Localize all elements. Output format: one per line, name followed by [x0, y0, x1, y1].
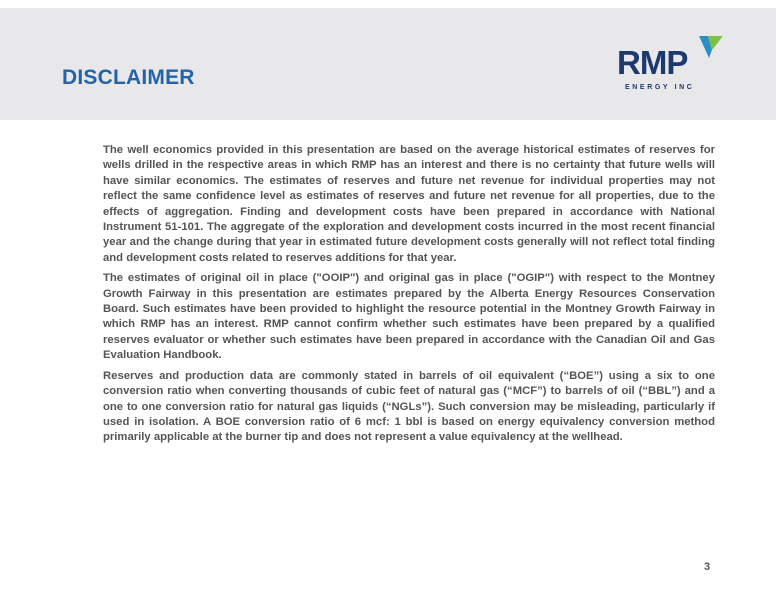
rmp-logo [617, 36, 727, 96]
disclaimer-paragraph-ooip-ogip: The estimates of original oil in place ("OOIP") and original gas in place ("OGIP") with respect to the Montney Growth Fairway in this presentation are estimates prepared by the Alberta Energy Resources Conservation Board. Such estimates have been provided to highlight the resource potential in the Montney Growth Fairway in which RMP has an interest. RMP cannot confirm whether such estimates have been prepared by a qualified reserves evaluator or whether such estimates have been prepared in accordance with the Canadian Oil and Gas Evaluation Handbook. [103, 272, 715, 362]
disclaimer-body [103, 143, 715, 451]
page-title: DISCLAIMER [62, 66, 195, 89]
logo-tagline: ENERGY INC [625, 84, 695, 91]
disclaimer-paragraph-well-economics: The well economics provided in this presentation are based on the average historical estimates of reserves for wells drilled in the respective areas in which RMP has an interest and there is no certainty that future wells will have similar economics. The estimates of reserves and future net revenue for individual properties may not reflect the same confidence level as estimates of reserves and future net revenue for all properties, due to the effects of aggregation. Finding and development costs have been prepared in accordance with National Instrument 51-101. The aggregate of the exploration and development costs incurred in the most recent financial year and the change during that year in estimated future development costs generally will not reflect total finding and development costs related to reserves additions for that year. [103, 144, 715, 264]
logo-wordmark: RMP [617, 44, 688, 81]
page-number: 3 [704, 561, 711, 573]
logo-checkmark-icon [699, 36, 723, 66]
disclaimer-paragraph-boe-conversion: Reserves and production data are commonly stated in barrels of oil equivalent (“BOE”) using a six to one conversion ratio when converting thousands of cubic feet of natural gas (“MCF”) to barrels of oil (“BBL”) and a one to one conversion ratio for natural gas liquids (“NGLs”). Such conversion may be misleading, particularly if used in isolation. A BOE conversion ratio of 6 mcf: 1 bbl is based on energy equivalency conversion method primarily applicable at the burner tip and does not represent a value equivalency at the wellhead. [103, 369, 715, 444]
